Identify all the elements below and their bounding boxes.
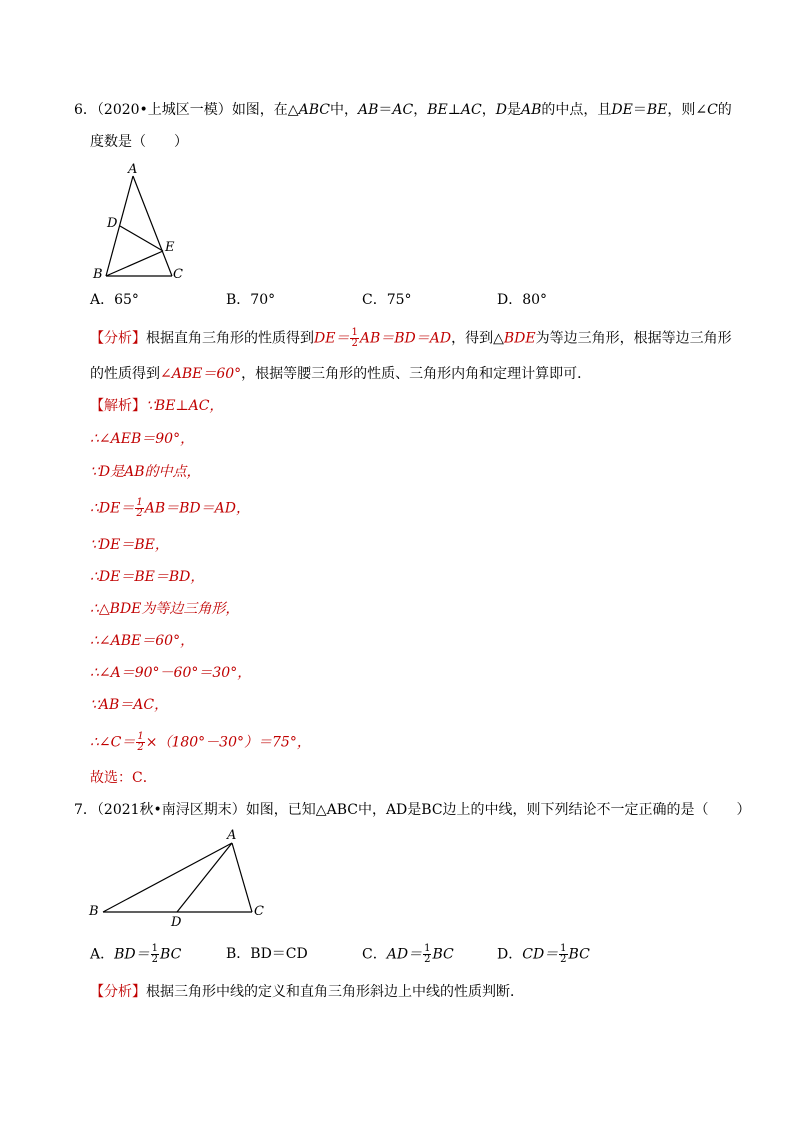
solution-step: ∴△BDE为等边三角形， [90, 601, 240, 617]
vertex-label-b: B [89, 904, 99, 919]
q6-option-c[interactable]: C．75° [362, 292, 412, 308]
vertex-label-d: D [107, 216, 118, 231]
stem-text: 如图，已知△ABC中，AD是BC边上的中线，则下列结论不一定正确的是（ ） [245, 802, 751, 818]
option-expr: AD＝ [386, 946, 423, 963]
q7-analysis [90, 982, 524, 1002]
solution-step: ∵D是AB的中点， [90, 464, 201, 480]
stem-var: DE [611, 102, 633, 118]
analysis-expr: ∠ABE＝60° [160, 366, 242, 382]
option-expr: BC [568, 946, 590, 963]
analysis-expr: AB＝BD＝AD [359, 330, 452, 347]
option-letter: A． [90, 946, 115, 963]
stem-text: 的 [717, 102, 732, 118]
stem-var: BE [646, 102, 668, 118]
question-source: （2020•上城区一模） [96, 102, 232, 118]
vertex-label-d: D [171, 915, 182, 930]
frac-num: 1 [137, 731, 144, 742]
frac-den: 2 [137, 742, 144, 753]
q6-solution-line1 [90, 396, 223, 416]
vertex-label-b: B [93, 267, 103, 282]
stem-var: AB [357, 102, 379, 118]
stem-text: 的中点，且 [541, 102, 612, 118]
stem-text: 是 [506, 102, 521, 118]
solution-step: ∴∠A＝90°－60°＝30°， [90, 665, 252, 681]
stem-text: ，则∠ [667, 102, 708, 118]
question-source: （2021秋•南浔区期末） [96, 802, 246, 818]
fraction-half [136, 732, 144, 753]
q6-analysis-line1 [90, 328, 732, 349]
analysis-text: 为等边三角形，根据等边三角形 [535, 330, 732, 347]
solution-step: ∴∠ABE＝60°， [90, 633, 195, 649]
frac-num: 1 [351, 327, 358, 338]
step-text: ∴DE＝ [90, 500, 135, 517]
question-number: 6． [74, 102, 97, 118]
frac-den: 2 [351, 338, 358, 349]
solution-step [90, 498, 250, 519]
q7-option-c[interactable] [362, 944, 454, 965]
step-text: ×（180°－30°）＝75°， [145, 734, 311, 751]
vertex-label-a: A [227, 828, 237, 843]
option-letter: C． [362, 946, 387, 963]
q6-triangle-figure [88, 160, 198, 282]
option-letter: D． [497, 946, 523, 963]
solution-step: ∴DE＝BE＝BD， [90, 569, 205, 585]
q6-stem-line1 [74, 100, 732, 120]
q7-stem [74, 800, 751, 820]
frac-den: 2 [136, 508, 143, 519]
fraction-half [559, 944, 567, 965]
q7-triangle-figure [86, 826, 276, 930]
analysis-tag: 【分析】 [90, 984, 146, 1000]
frac-num: 1 [424, 943, 431, 954]
solution-tag: 【解析】 [90, 398, 146, 414]
q6-analysis-line2 [90, 364, 591, 384]
q6-option-d[interactable]: D．80° [497, 292, 548, 308]
solution-step: ∴∠AEB＝90°， [90, 431, 195, 447]
solution-answer: 故选：C． [90, 770, 157, 786]
solution-step [90, 732, 311, 753]
q6-stem-line2: 度数是（ ） [90, 134, 188, 150]
q6-option-a[interactable]: A．65° [90, 292, 139, 308]
frac-den: 2 [424, 954, 431, 965]
frac-den: 2 [151, 954, 159, 965]
analysis-text: ，得到△ [451, 330, 504, 347]
stem-text: ⊥ [447, 102, 461, 118]
analysis-text: 的性质得到 [90, 366, 160, 382]
q7-option-a[interactable] [90, 944, 181, 965]
vertex-label-a: A [128, 162, 138, 177]
analysis-text: 根据三角形中线的定义和直角三角形斜边上中线的性质判断． [146, 984, 524, 1000]
stem-var: AC [460, 102, 482, 118]
stem-text: 中， [329, 102, 358, 118]
fraction-half [135, 498, 143, 519]
q6-option-b[interactable]: B．70° [226, 292, 276, 308]
option-expr: BD＝ [114, 946, 150, 963]
stem-text: ＝ [632, 102, 647, 118]
option-expr: BC [432, 946, 454, 963]
solution-step: ∵DE＝BE， [90, 537, 169, 553]
option-expr: BC [160, 946, 182, 963]
stem-text: ， [481, 102, 496, 118]
analysis-text: 根据直角三角形的性质得到 [146, 330, 314, 347]
analysis-tag: 【分析】 [90, 330, 146, 347]
analysis-expr: BDE [503, 330, 536, 347]
vertex-label-c: C [254, 904, 264, 919]
analysis-text: ，根据等腰三角形的性质、三角形内角和定理计算即可． [241, 366, 592, 382]
solution-step: ∵BE⊥AC， [146, 398, 224, 414]
fraction-half [350, 328, 358, 349]
stem-var: BE [427, 102, 448, 118]
fraction-half [423, 944, 431, 965]
stem-var: C [707, 102, 718, 118]
vertex-label-e: E [165, 240, 175, 255]
frac-num: 1 [136, 497, 143, 508]
stem-text: ＝ [378, 102, 393, 118]
frac-num: 1 [151, 943, 159, 954]
step-text: ∴∠C＝ [90, 734, 136, 751]
fraction-half [151, 944, 159, 965]
stem-text: 如图，在△ [231, 102, 299, 118]
question-number: 7． [74, 802, 97, 818]
stem-var: AC [392, 102, 414, 118]
solution-step: ∵AB＝AC， [90, 697, 169, 713]
frac-den: 2 [560, 954, 567, 965]
stem-text: ， [413, 102, 428, 118]
q7-option-b[interactable]: B．BD＝CD [226, 946, 308, 962]
stem-var: D [495, 102, 507, 118]
analysis-expr: DE＝ [314, 330, 350, 347]
vertex-label-c: C [173, 267, 183, 282]
stem-var: ABC [298, 102, 330, 118]
step-text: AB＝BD＝AD， [144, 500, 250, 517]
option-expr: CD＝ [522, 946, 559, 963]
q7-option-d[interactable] [497, 944, 590, 965]
frac-num: 1 [560, 943, 567, 954]
stem-var: AB [520, 102, 542, 118]
